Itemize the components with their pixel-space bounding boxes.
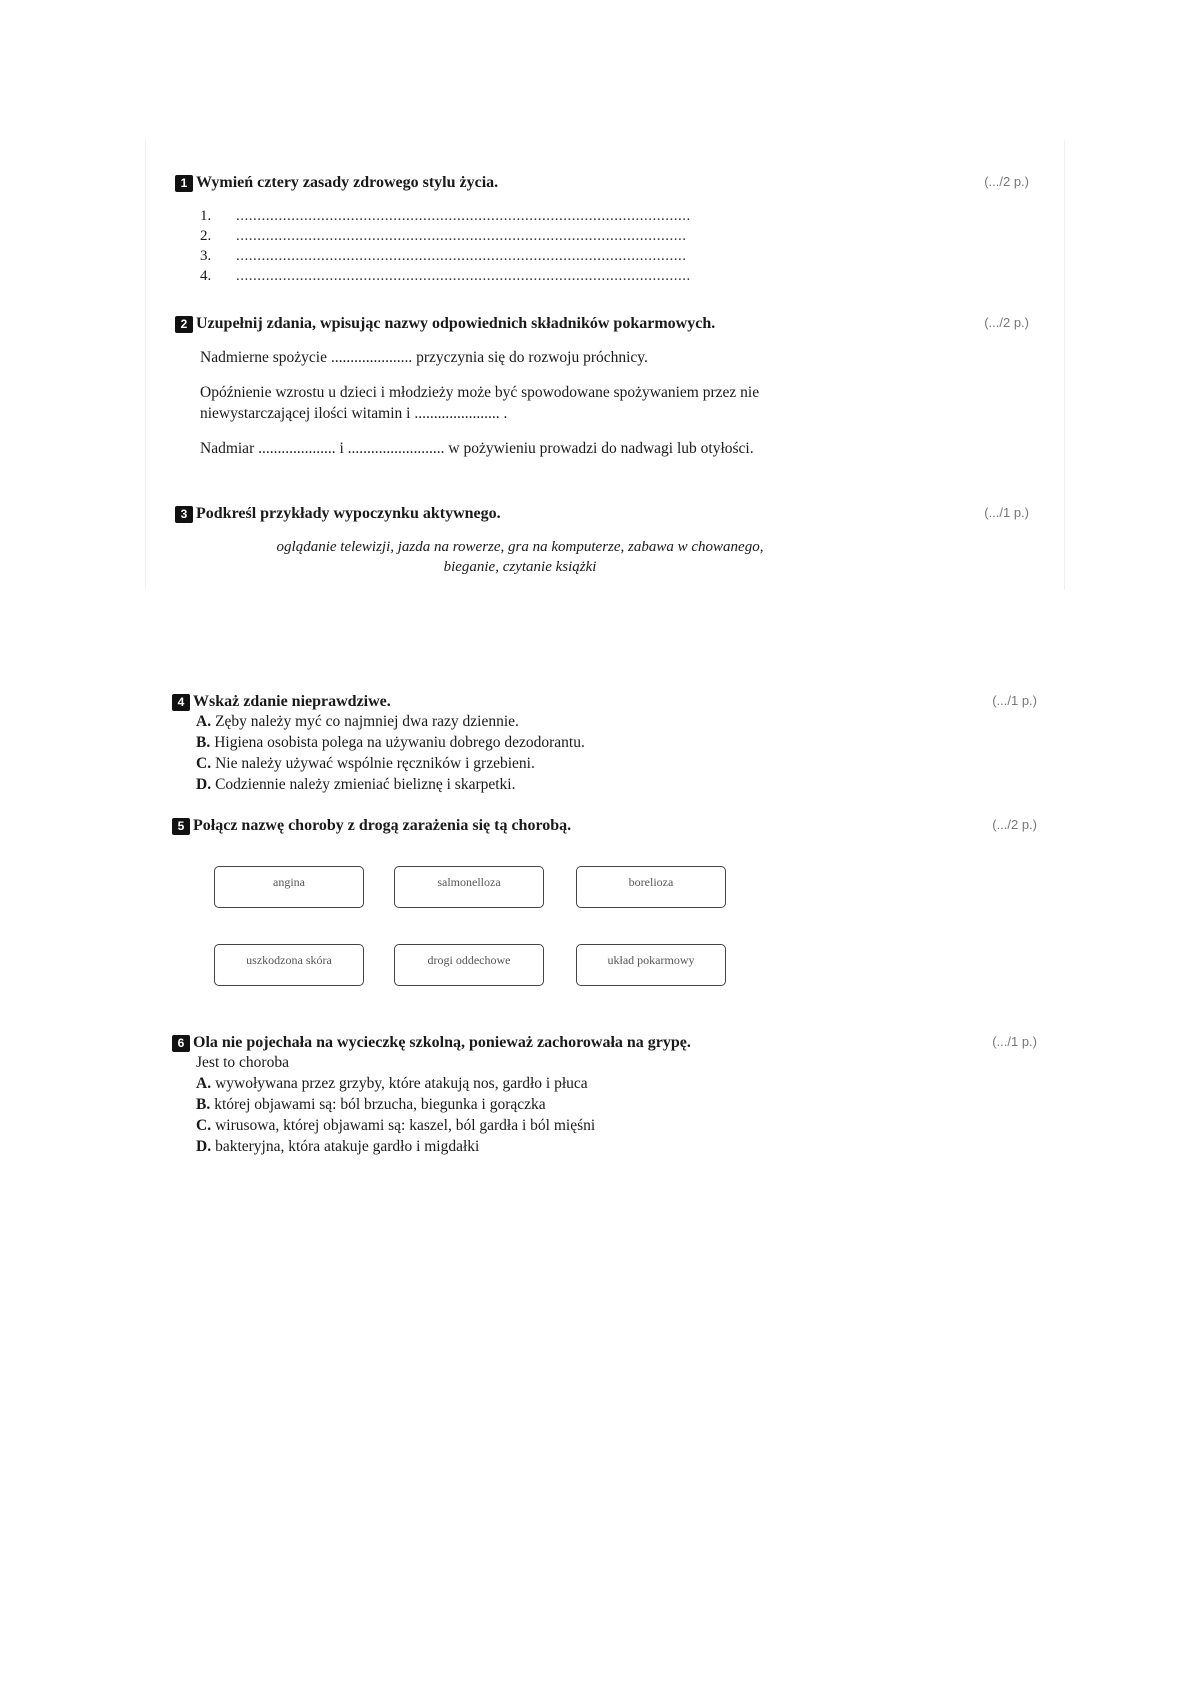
line-number: 4.: [200, 268, 212, 284]
option-c[interactable]: [196, 1115, 1052, 1136]
route-box-digestive[interactable]: układ pokarmowy: [576, 944, 726, 986]
task-1-header: [175, 174, 1055, 192]
task-3: [175, 505, 1055, 577]
task-2-header: [175, 315, 1055, 333]
disease-box-angina[interactable]: angina: [214, 866, 364, 908]
answer-line-2[interactable]: [200, 226, 1055, 246]
option-letter: C.: [196, 755, 212, 772]
option-letter: D.: [196, 1138, 212, 1155]
fill-sentence-1[interactable]: Nadmierne spożycie ..................... przyczynia się do rozwoju próchnicy.: [200, 349, 648, 366]
option-letter: C.: [196, 1117, 212, 1134]
option-text: Codziennie należy zmieniać bieliznę i skarpetki.: [215, 776, 516, 793]
option-text: której objawami są: ból brzucha, biegunka i gorączka: [214, 1096, 546, 1113]
task-number-badge: 1: [175, 175, 193, 192]
task-title: Uzupełnij zdania, wpisując nazwy odpowiednich składników pokarmowych.: [196, 315, 716, 332]
activities-line-1[interactable]: oglądanie telewizji, jazda na rowerze, gra na komputerze, zabawa w chowanego,: [276, 539, 764, 555]
points-label: (.../2 p.): [992, 817, 1037, 832]
task-6-header: [172, 1034, 1052, 1052]
option-letter: A.: [196, 1075, 212, 1092]
task-number-badge: 6: [172, 1035, 190, 1052]
line-number: 2.: [200, 228, 212, 244]
task-2: [175, 315, 1055, 459]
answer-dots: ..........................................................................................................: [236, 248, 687, 264]
line-number: 3.: [200, 248, 212, 264]
option-text: Nie należy używać wspólnie ręczników i grzebieni.: [215, 755, 535, 772]
task-title: Połącz nazwę choroby z drogą zarażenia się tą chorobą.: [193, 817, 572, 834]
task-number-badge: 3: [175, 506, 193, 523]
option-letter: B.: [196, 1096, 211, 1113]
answer-line-3[interactable]: [200, 246, 1055, 266]
activities-line-2[interactable]: bieganie, czytanie książki: [443, 559, 597, 575]
fill-sentence-2[interactable]: Opóźnienie wzrostu u dzieci i młodzieży może być spowodowane spożywaniem przez nie niewystarczającej ilości witamin i ...................... .: [200, 384, 760, 422]
route-box-respiratory[interactable]: drogi oddechowe: [394, 944, 544, 986]
option-text: Higiena osobista polega na używaniu dobrego dezodorantu.: [214, 734, 585, 751]
task-3-header: [175, 505, 1055, 523]
task-number-badge: 5: [172, 818, 190, 835]
task-title: Podkreśl przykłady wypoczynku aktywnego.: [196, 505, 501, 522]
points-label: (.../2 p.): [984, 174, 1029, 189]
option-text: wywoływana przez grzyby, które atakują nos, gardło i płuca: [215, 1075, 588, 1092]
task-number-badge: 2: [175, 316, 193, 333]
question-intro: Jest to choroba: [196, 1054, 289, 1071]
answer-line-4[interactable]: [200, 266, 1055, 286]
option-c[interactable]: [196, 753, 1052, 774]
option-d[interactable]: [196, 774, 1052, 795]
option-a[interactable]: [196, 1073, 1052, 1094]
disease-box-borelioza[interactable]: borelioza: [576, 866, 726, 908]
option-d[interactable]: [196, 1136, 1052, 1157]
option-letter: B.: [196, 734, 211, 751]
task-title: Wymień cztery zasady zdrowego stylu życia.: [196, 174, 499, 191]
option-b[interactable]: [196, 732, 1052, 753]
task-4-header: [172, 693, 1052, 711]
task-4: [172, 693, 1052, 795]
answer-dots: ...........................................................................................................: [236, 208, 691, 224]
option-a[interactable]: [196, 711, 1052, 732]
option-letter: A.: [196, 713, 212, 730]
answer-dots: ...........................................................................................................: [236, 268, 691, 284]
points-label: (.../1 p.): [984, 505, 1029, 520]
fill-sentence-3[interactable]: Nadmiar .................... i ......................... w pożywieniu prowadzi do nadwagi lub otyłości.: [200, 440, 754, 457]
line-number: 1.: [200, 208, 212, 224]
option-text: wirusowa, której objawami są: kaszel, ból gardła i ból mięśni: [215, 1117, 596, 1134]
task-title: Ola nie pojechała na wycieczkę szkolną, ponieważ zachorowała na grypę.: [193, 1034, 691, 1051]
task-title: Wskaż zdanie nieprawdziwe.: [193, 693, 391, 710]
option-letter: D.: [196, 776, 212, 793]
route-box-skin[interactable]: uszkodzona skóra: [214, 944, 364, 986]
task-1: [175, 174, 1055, 286]
task-5: [172, 817, 1052, 835]
points-label: (.../2 p.): [984, 315, 1029, 330]
option-b[interactable]: [196, 1094, 1052, 1115]
points-label: (.../1 p.): [992, 693, 1037, 708]
task-6: [172, 1034, 1052, 1157]
option-text: bakteryjna, która atakuje gardło i migdałki: [215, 1138, 480, 1155]
points-label: (.../1 p.): [992, 1034, 1037, 1049]
disease-box-salmonelloza[interactable]: salmonelloza: [394, 866, 544, 908]
task-number-badge: 4: [172, 694, 190, 711]
option-text: Zęby należy myć co najmniej dwa razy dziennie.: [215, 713, 519, 730]
task-5-header: [172, 817, 1052, 835]
answer-line-1[interactable]: [200, 206, 1055, 226]
answer-dots: ..........................................................................................................: [236, 228, 687, 244]
